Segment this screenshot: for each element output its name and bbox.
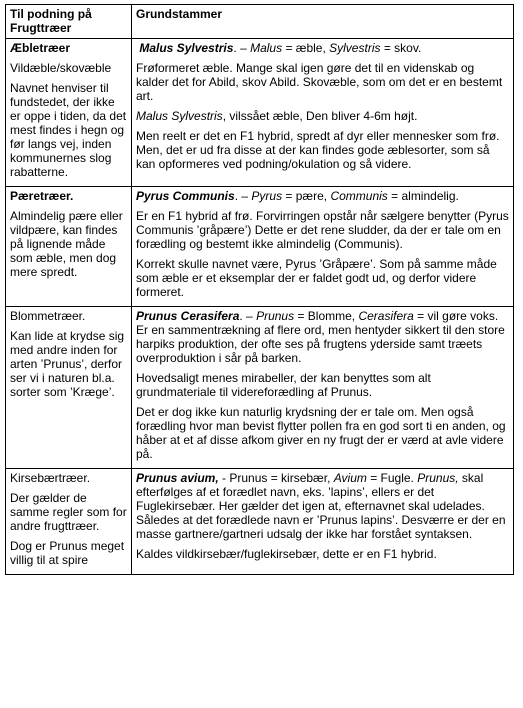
table-row-pear [6, 187, 514, 307]
cell-pear-left [6, 187, 132, 307]
cell-plum-left [6, 307, 132, 469]
pear-latin-line: Pyrus Communis. – Pyrus = pære, Communis = almindelig. [136, 189, 459, 203]
pear-left-text-1: Almindelig pære eller vildpære, kan findes på lignende måde som æble, men dog mere spredt. [10, 209, 123, 279]
apple-latin-name: Malus Sylvestris [139, 41, 234, 55]
apple-right-text-1: Frøformeret æble. Mange skal igen gøre det til en videnskab og kalder det for Abild, skov Abild. Skovæble, som om det er en bestemt art. [136, 61, 503, 103]
apple-left-text-1: Vildæble/skovæble [10, 61, 112, 75]
plum-right-text-1: Hovedsaligt menes mirabeller, der kan benyttes som alt grundmateriale til videreforædling af Prunus. [136, 371, 431, 399]
header-rootstocks: Grundstammer [132, 5, 514, 39]
table-row-plum [6, 307, 514, 469]
cherry-latin-name: Prunus avium, [136, 471, 219, 485]
plum-left-text-1: Kan lide at krydse sig med andre inden for arten ’Prunus’, derfor ser vi i naturen bl.a. sorter som ’Kræge’. [10, 329, 125, 399]
cherry-left-text-2: Dog er Prunus meget villig til at spire [10, 539, 125, 567]
apple-left-text-2: Navnet henviser til fundstedet, der ikke er oppe i tiden, da det mest findes i hegn og før langs vej, inden kommunernes slog rabatterne. [10, 81, 127, 179]
cell-apple-left [6, 39, 132, 187]
apple-right-text-3: Men reelt er det en F1 hybrid, spredt af dyr eller mennesker som frø. Men, det er ud fra disse at der kan findes gode æblesorter, som så kan opformeres ved podning/okulation og så videre. [136, 129, 500, 171]
apple-latin-line: Malus Sylvestris. – Malus = æble, Sylvestris = skov. [139, 41, 422, 55]
cherry-right-text-1: Kaldes vildkirsebær/fuglekirsebær, dette er en F1 hybrid. [136, 547, 437, 561]
plum-right-text-2: Det er dog ikke kun naturlig krydsning der er tale om. Men også forædling hvor man bevist flytter pollen fra en god sort ti en anden, og håber at et af disse afkom giver en ny frugt der er værd at avle videre på. [136, 405, 506, 461]
plum-latin-name: Prunus Cerasifera [136, 309, 240, 323]
header-fruit-trees: Til podning på Frugttræer [6, 5, 132, 39]
cherry-latin-line: Prunus avium, - Prunus = kirsebær, Avium = Fugle. Prunus, skal efterfølges af et forædlet navn, eks. ’lapins’, ellers er det Fuglekirsebær. Her gælder det igen at, efternavnet skal udelades. Således at det forædlede navn er ’Prunus lapins’. Desværre er der en masse gartnere/gartneri udsalg der ikke har forstået syntaksen. [136, 471, 506, 541]
apple-right-text-2: Malus Sylvestris, vilssået æble, Den bliver 4-6m højt. [136, 109, 418, 123]
cell-cherry-left [6, 469, 132, 575]
pear-latin-name: Pyrus Communis [136, 189, 235, 203]
table-row-apple [6, 39, 514, 187]
table-header-row [6, 5, 514, 39]
pear-right-text-1: Er en F1 hybrid af frø. Forvirringen opstår når sælgere benytter (Pyrus Communis ’gråpære’) Dette er det rene sludder, da der er tale om en forædling og bestemt ikke almindelig (Communis). [136, 209, 509, 251]
cell-apple-right [132, 39, 514, 187]
cell-plum-right [132, 307, 514, 469]
cherry-left-text-1: Der gælder de samme regler som for andre frugttræer. [10, 491, 127, 533]
cell-cherry-right [132, 469, 514, 575]
plum-title: Blommetræer. [10, 309, 86, 323]
plum-latin-line: Prunus Cerasifera. – Prunus = Blomme, Cerasifera = vil gøre voks. Er en sammentrækning af flere ord, men hentyder sikkert til den store harpiks produktion, der ofte ses på frugtens yderside samt træets overproduktion i sår på barken. [136, 309, 505, 365]
table-row-cherry [6, 469, 514, 575]
cherry-title: Kirsebærtræer. [10, 471, 91, 485]
rootstock-table [5, 4, 514, 575]
cell-pear-right [132, 187, 514, 307]
pear-right-text-2: Korrekt skulle navnet være, Pyrus ’Gråpære’. Som på samme måde som æble er et eksemplar der er faldet godt ud, og derfor videre formeret. [136, 257, 497, 299]
apple-title: Æbletræer [10, 41, 71, 55]
pear-title: Pæretræer. [10, 189, 74, 203]
